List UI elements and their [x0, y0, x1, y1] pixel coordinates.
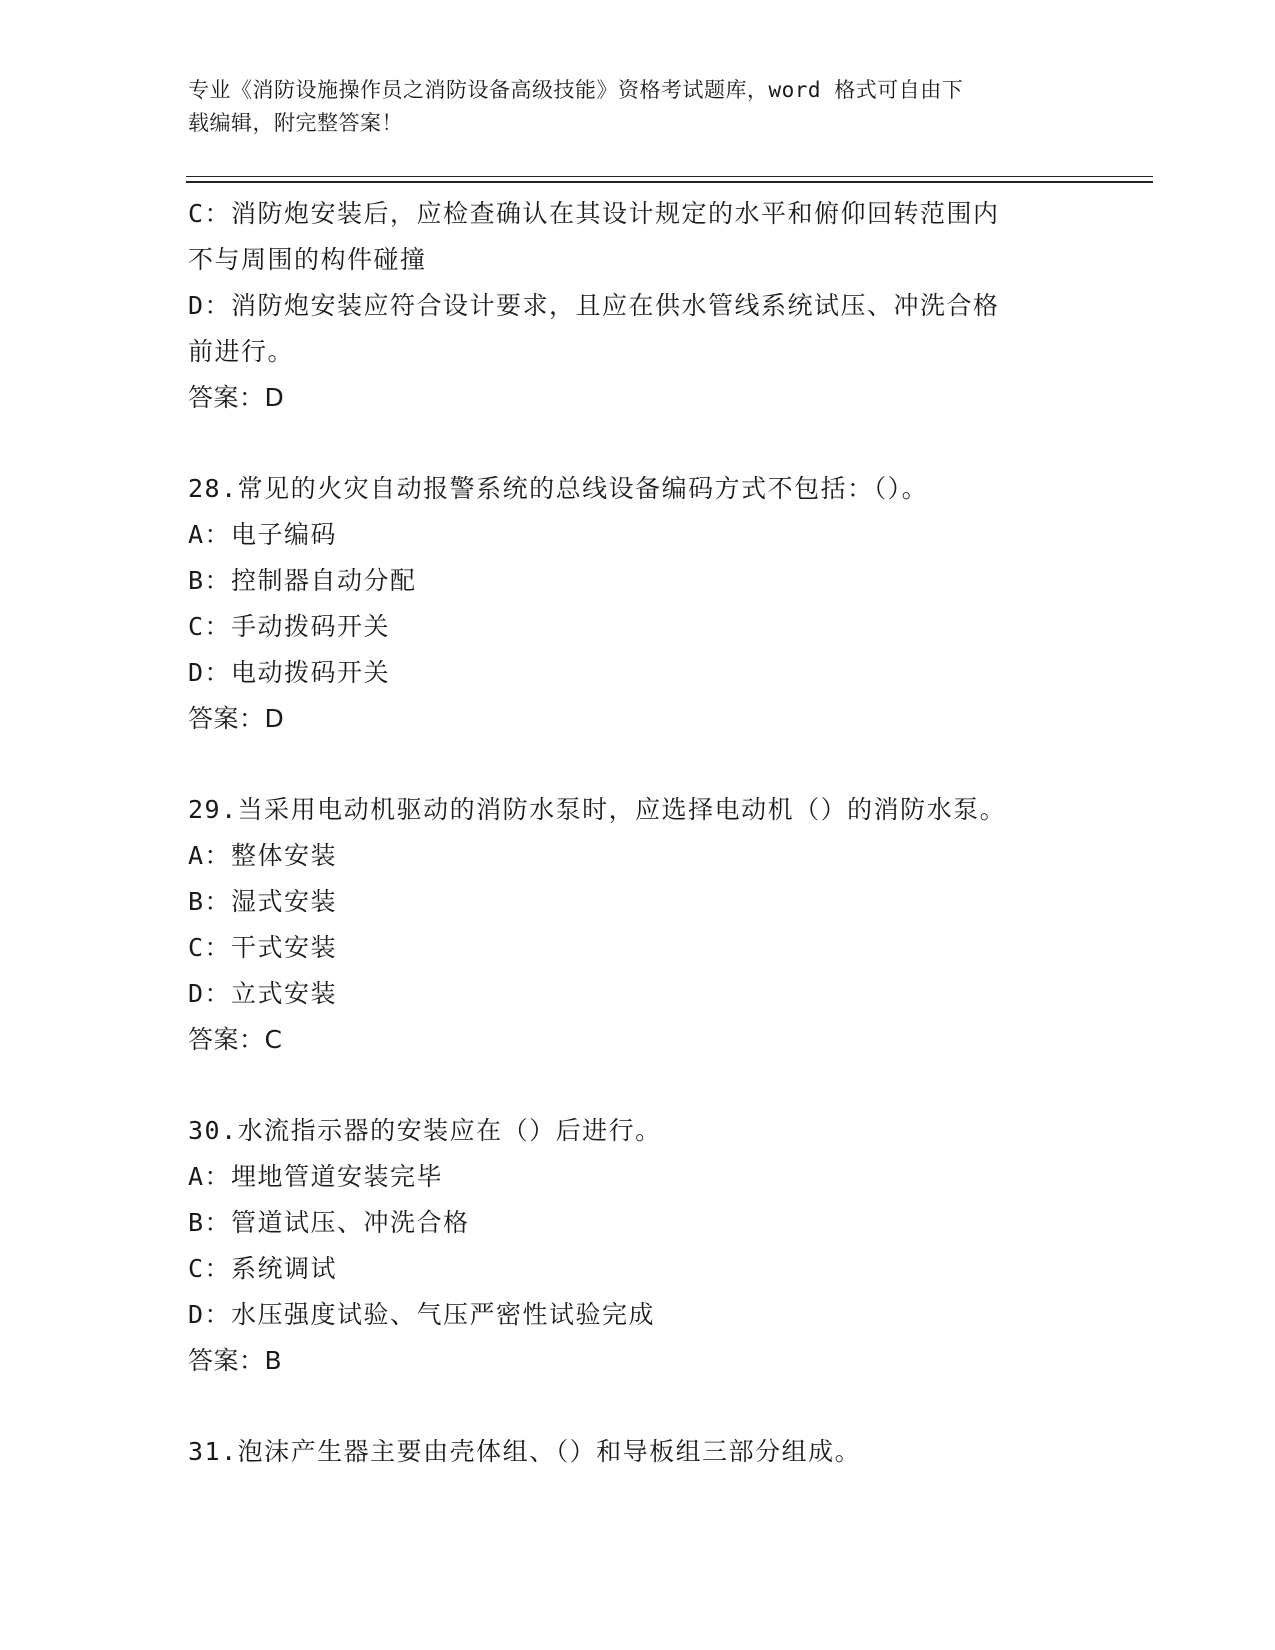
- option-d-line-2: 前进行。: [188, 337, 295, 366]
- header-divider-thick: [186, 181, 1153, 183]
- option-b: B：湿式安装: [188, 887, 338, 916]
- question-text: 28.常见的火灾自动报警系统的总线设备编码方式不包括：（）。: [188, 474, 929, 503]
- option-a: A：电子编码: [188, 520, 338, 549]
- option-d: D：水压强度试验、气压严密性试验完成: [188, 1300, 656, 1329]
- spacer: [188, 742, 1088, 787]
- spacer: [188, 421, 1088, 466]
- question-28: [188, 466, 1088, 742]
- spacer: [188, 1384, 1088, 1429]
- header-line-1: 专业《消防设施操作员之消防设备高级技能》资格考试题库，word 格式可自由下: [188, 78, 964, 102]
- option-b: B：控制器自动分配: [188, 566, 417, 595]
- option-c: C：干式安装: [188, 933, 338, 962]
- answer: 答案：D: [188, 704, 285, 733]
- answer: 答案：B: [188, 1346, 283, 1375]
- header-line-2: 载编辑，附完整答案！: [188, 111, 403, 135]
- question-text: 31.泡沫产生器主要由壳体组、（）和导板组三部分组成。: [188, 1437, 862, 1466]
- option-d-line-1: D：消防炮安装应符合设计要求，且应在供水管线系统试压、冲洗合格: [188, 291, 1000, 320]
- spacer: [188, 1063, 1088, 1108]
- question-text: 30.水流指示器的安装应在（）后进行。: [188, 1116, 662, 1145]
- question-list: [188, 191, 1088, 1475]
- option-c-line-1: C：消防炮安装后，应检查确认在其设计规定的水平和俯仰回转范围内: [188, 199, 1000, 228]
- question-text: 29.当采用电动机驱动的消防水泵时，应选择电动机（）的消防水泵。: [188, 795, 1007, 824]
- option-b: B：管道试压、冲洗合格: [188, 1208, 470, 1237]
- option-d: D：立式安装: [188, 979, 338, 1008]
- question-30: [188, 1108, 1088, 1384]
- question-31: [188, 1429, 1088, 1475]
- answer: 答案：C: [188, 1025, 283, 1054]
- header-divider-thin: [186, 176, 1153, 177]
- option-d: D：电动拨码开关: [188, 658, 391, 687]
- question-27-tail: [188, 191, 1088, 421]
- question-29: [188, 787, 1088, 1063]
- option-a: A：埋地管道安装完毕: [188, 1162, 444, 1191]
- document-header: [188, 74, 1088, 140]
- option-c: C：系统调试: [188, 1254, 338, 1283]
- answer: 答案：D: [188, 383, 285, 412]
- option-c-line-2: 不与周围的构件碰撞: [188, 245, 427, 274]
- option-c: C：手动拨码开关: [188, 612, 391, 641]
- option-a: A：整体安装: [188, 841, 338, 870]
